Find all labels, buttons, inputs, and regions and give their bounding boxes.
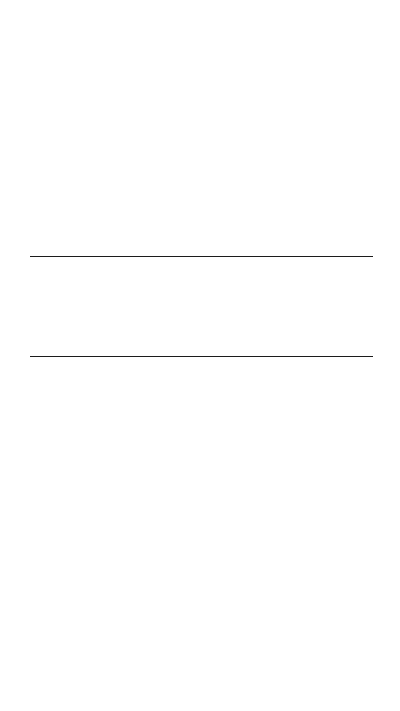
top-rule — [30, 256, 373, 257]
bottom-rule — [30, 356, 373, 357]
